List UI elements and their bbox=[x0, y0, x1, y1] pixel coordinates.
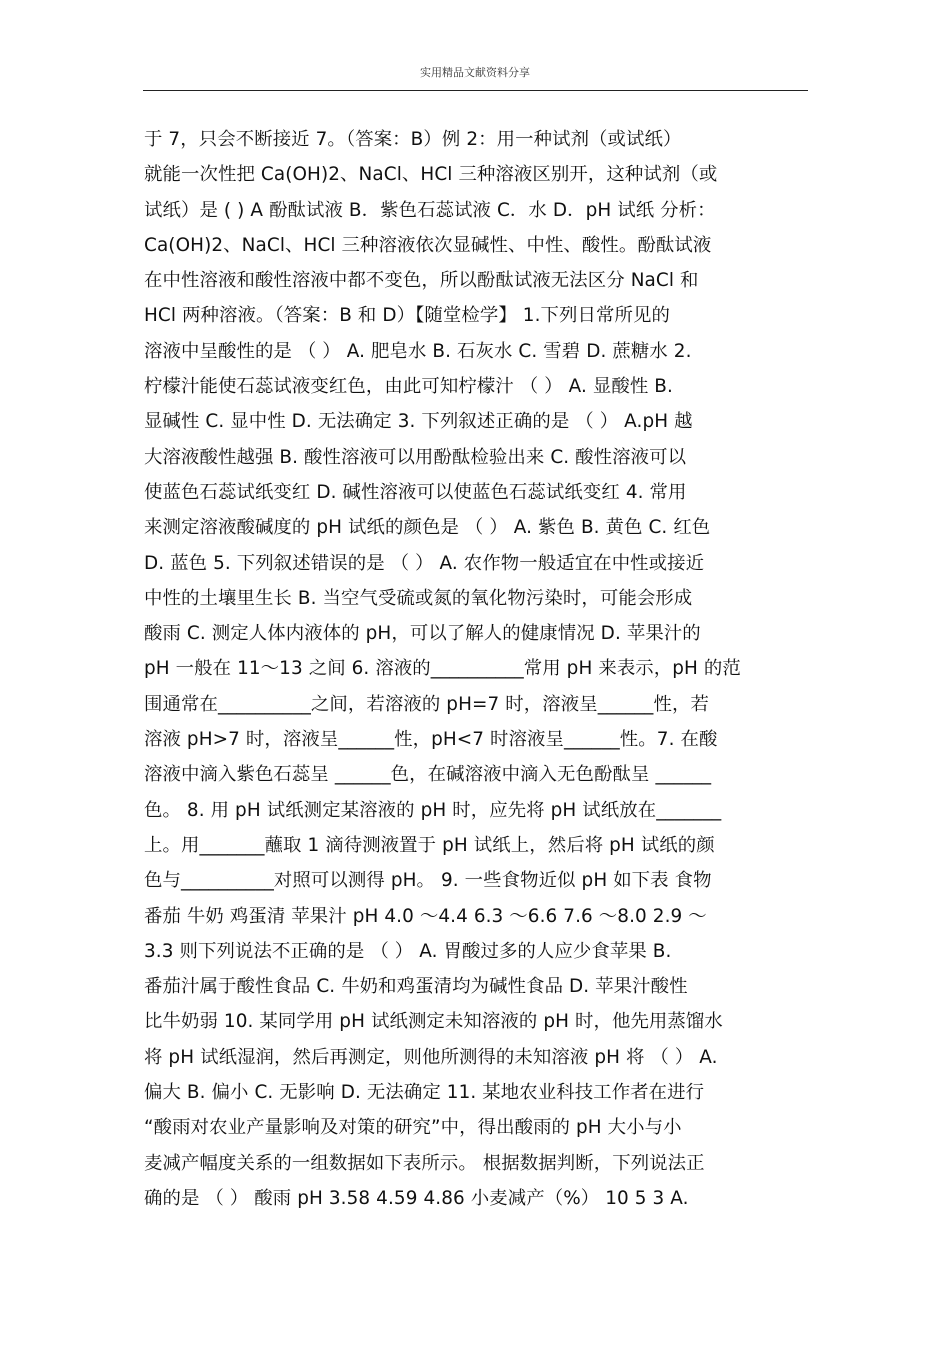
text-line: 在中性溶液和酸性溶液中都不变色，所以酚酞试液无法区分 NaCl 和 bbox=[144, 270, 699, 292]
text-line: 中性的土壤里生长 B. 当空气受硫或氮的氧化物污染时，可能会形成 bbox=[144, 587, 693, 609]
text-line: 确的是 （ ） 酸雨 pH 3.58 4.59 4.86 小麦减产（%） 10 5 3 A. bbox=[144, 1187, 689, 1209]
text-line: 就能一次性把 Ca(OH)2、NaCl、HCl 三种溶液区别开，这种试剂（或 bbox=[144, 164, 718, 186]
text-line: Ca(OH)2、NaCl、HCl 三种溶液依次显碱性、中性、酸性。酚酞试液 bbox=[144, 234, 712, 256]
text-line: 比牛奶弱 10. 某同学用 pH 试纸测定未知溶液的 pH 时，他先用蒸馏水 bbox=[144, 1011, 723, 1033]
text-line: 围通常在__________之间，若溶液的 pH=7 时，溶液呈______性，若 bbox=[144, 693, 709, 715]
text-line: 于 7，只会不断接近 7。（答案：B）例 2：用一种试剂（或试纸） bbox=[144, 129, 682, 150]
text-line: 显碱性 C. 显中性 D. 无法确定 3. 下列叙述正确的是 （ ） A.pH 越 bbox=[144, 411, 693, 433]
text-line: 来测定溶液酸碱度的 pH 试纸的颜色是 （ ） A. 紫色 B. 黄色 C. 红色 bbox=[144, 517, 711, 539]
text-line: HCl 两种溶液。（答案：B 和 D）【随堂检学】 1.下列日常所见的 bbox=[144, 305, 670, 327]
text-line: 番茄汁属于酸性食品 C. 牛奶和鸡蛋清均为碱性食品 D. 苹果汁酸性 bbox=[144, 976, 688, 998]
text-line: 番茄 牛奶 鸡蛋清 苹果汁 pH 4.0 ～4.4 6.3 ～6.6 7.6 ～8.0 2.9 ～ bbox=[144, 905, 707, 927]
text-line: 溶液 pH>7 时，溶液呈______性，pH<7 时溶液呈______性。7. 在酸 bbox=[144, 729, 718, 751]
text-line: pH 一般在 11～13 之间 6. 溶液的__________常用 pH 来表示，pH 的范 bbox=[144, 658, 741, 680]
document-body bbox=[144, 122, 812, 1216]
text-line: 偏大 B. 偏小 C. 无影响 D. 无法确定 11. 某地农业科技工作者在进行 bbox=[144, 1082, 705, 1104]
header-rule bbox=[143, 90, 808, 91]
text-line: 麦减产幅度关系的一组数据如下表所示。 根据数据判断，下列说法正 bbox=[144, 1152, 705, 1174]
text-line: 柠檬汁能使石蕊试液变红色，由此可知柠檬汁 （ ） A. 显酸性 B. bbox=[144, 376, 673, 398]
text-line: 3.3 则下列说法不正确的是 （ ） A. 胃酸过多的人应少食苹果 B. bbox=[144, 940, 672, 962]
text-line: 上。用_______蘸取 1 滴待测液置于 pH 试纸上，然后将 pH 试纸的颜 bbox=[144, 834, 715, 856]
text-line: 溶液中呈酸性的是 （ ） A. 肥皂水 B. 石灰水 C. 雪碧 D. 蔗糖水 2. bbox=[144, 340, 692, 362]
text-line: 色。 8. 用 pH 试纸测定某溶液的 pH 时，应先将 pH 试纸放在_______ bbox=[144, 799, 722, 821]
text-line: “酸雨对农业产量影响及对策的研究”中，得出酸雨的 pH 大小与小 bbox=[144, 1117, 682, 1139]
text-line: 使蓝色石蕊试纸变红 D. 碱性溶液可以使蓝色石蕊试纸变红 4. 常用 bbox=[144, 481, 687, 503]
text-line: 溶液中滴入紫色石蕊呈 ______色，在碱溶液中滴入无色酚酞呈 ______ bbox=[144, 764, 712, 786]
text-line: 酸雨 C. 测定人体内液体的 pH，可以了解人的健康情况 D. 苹果汁的 bbox=[144, 623, 701, 645]
text-line: 色与__________对照可以测得 pH。 9. 一些食物近似 pH 如下表 食物 bbox=[144, 870, 712, 892]
text-line: D. 蓝色 5. 下列叙述错误的是 （ ） A. 农作物一般适宜在中性或接近 bbox=[144, 552, 705, 574]
page-header: 实用精品文献资料分享 bbox=[420, 66, 530, 79]
text-line: 试纸）是 ( ) A 酚酞试液 B．紫色石蕊试液 C．水 D．pH 试纸 分析： bbox=[144, 199, 716, 221]
text-line: 大溶液酸性越强 B. 酸性溶液可以用酚酞检验出来 C. 酸性溶液可以 bbox=[144, 446, 687, 468]
text-line: 将 pH 试纸湿润，然后再测定，则他所测得的未知溶液 pH 将 （ ） A. bbox=[144, 1046, 718, 1068]
